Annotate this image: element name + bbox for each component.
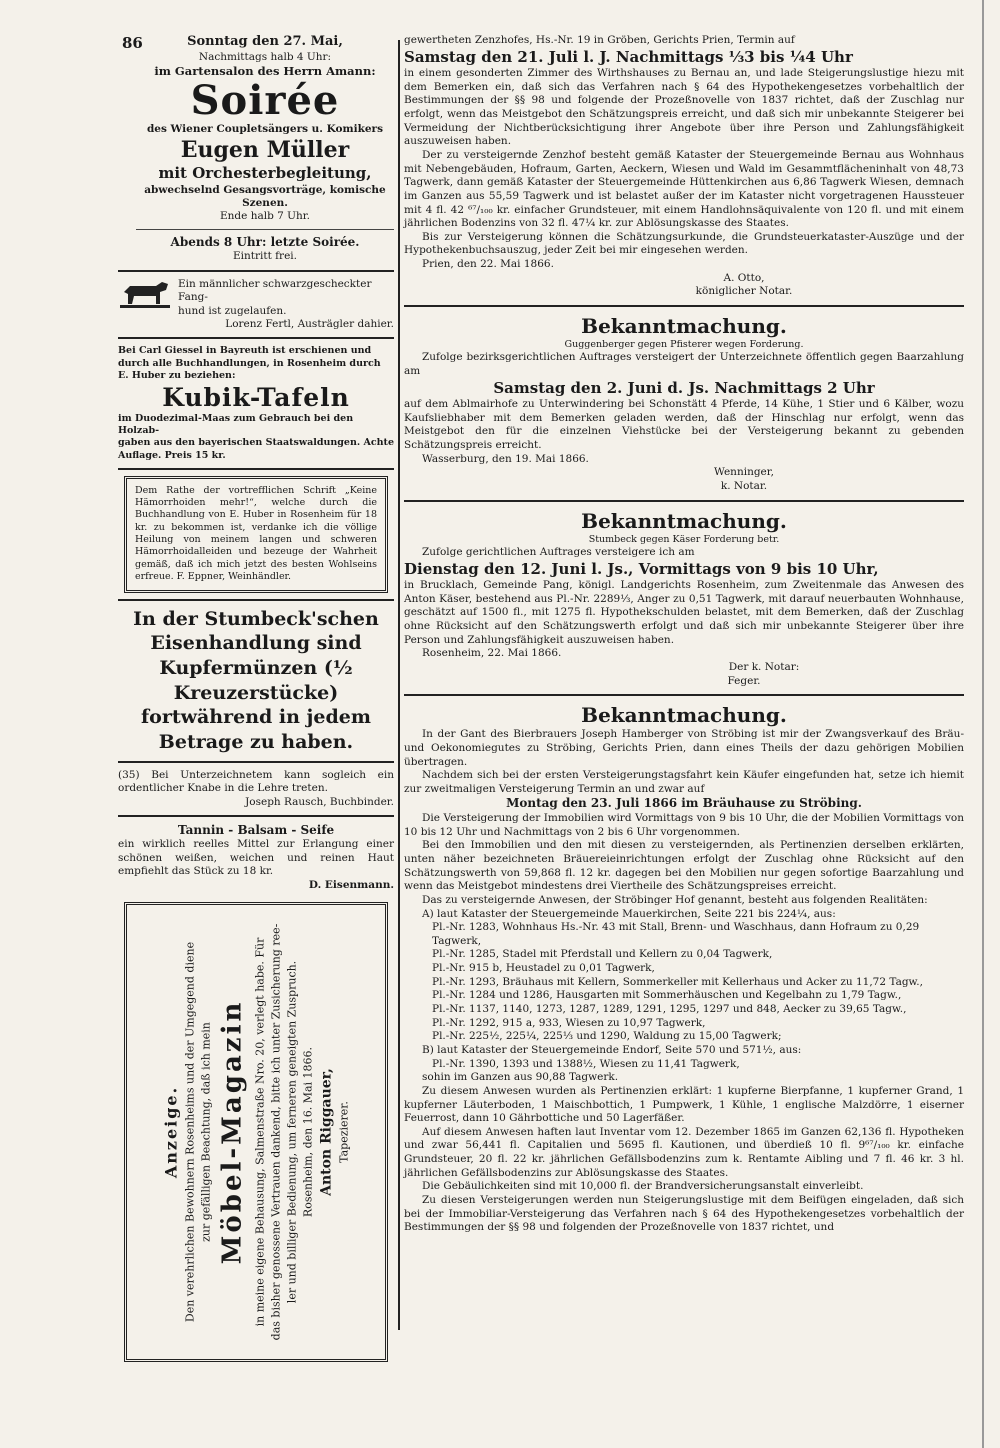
notice-3-list-a: A) laut Kataster der Steuergemeinde Mauerkirchen, Seite 221 bis 224¼, aus: [422,907,836,920]
stumbeck-ad: In der Stumbeck'schen Eisenhandlung sind Kupfermünzen (½ Kreuzerstücke) fortwährend in jedem Betrage zu haben. [133,607,379,753]
notice-stroebing [404,702,964,1235]
soiree-date: Sonntag den 27. Mai, [187,34,343,49]
notice-3-title: Bekanntmachung. [581,703,787,728]
soiree-entry: Eintritt frei. [233,250,297,263]
zenzhof-place: Prien, den 22. Mai 1866. [422,258,554,271]
notice-1-p2: auf dem Ablmairhofe zu Unterwindering bei Schonstätt 4 Pferde, 14 Kühe, 1 Stier und 6 Kälber, wozu Kaufsliebhaber mit dem Bemerken geladen werden, daß der Hinschlag nur erfolgt, wenn das Meistgebot den für die einzelnen Viehstücke bei der Versteigerung bekannt zu gebenden Schätzungspreis erreicht. [404,398,964,452]
column-rule [398,40,400,1330]
zenzhof-role: königlicher Notar. [695,285,793,298]
parcel-item: Pl.-Nr. 1285, Stadel mit Pferdstall und Kellern zu 0,04 Tagwerk, [432,948,773,961]
soiree-end: Ende halb 7 Uhr. [220,210,310,223]
notice-1-p1: Zufolge bezirksgerichtlichen Auftrages versteigert der Unterzeichnete öffentlich gegen Baarzahlung am [404,351,964,378]
notice-2-date: Dienstag den 12. Juni l. Js., Vormittags von 9 bis 10 Uhr, [404,559,879,578]
notice-3-total: sohin im Ganzen aus 90,88 Tagwerk. [422,1071,619,1084]
notice-3-list-b: B) laut Kataster der Steuergemeinde Endorf, Seite 570 und 571½, aus: [422,1043,802,1056]
zenzhof-notice [404,34,964,299]
kubik-desc-3: Auflage. Preis 15 kr. [118,449,226,461]
notice-2-title: Bekanntmachung. [581,508,787,533]
notice-3-parcels [404,921,964,1044]
dog-ad [118,278,394,332]
kubik-desc-2: gaben aus den bayerischen Staatswaldungen. Achte [118,437,394,449]
notice-1-signature: Wenninger, [714,466,774,479]
soiree-place: im Gartensalon des Herrn Amann: [154,64,376,79]
notice-2-place: Rosenheim, 22. Mai 1866. [422,647,562,660]
tannin-title: Tannin - Balsam - Seife [177,822,335,837]
moebel-role: Tapezierer. [337,1101,351,1163]
zenzhof-p3: Der zu versteigernde Zenzhof besteht gemäß Kataster der Steuergemeinde Bernau aus Wohnhaus mit Nebengebäuden, Hofraum, Garten, Aeckern, Wiesen und Wald im Gesammtflächeninhalt von 48,73 Tagwerk, dann gemäß Kataster der Steuergemeinde Hüttenkirchen aus 6,86 Tagwerk Wiesen, demnach im Ganzen aus 55,59 Tagwerk und ist belastet außer der im Kataster nicht vorgetragenen Haussteuer mit 4 fl. 42 ⁶⁷/₁₀₀ kr. einfacher Grundsteuer, mit einem Handlohnsäquivalente von 120 fl. und mit einem jährlichen Bodenzins von 32 fl. 47¼ kr. zur Ablösungskasse des Staates. [404,148,964,230]
moebel-headline: Möbel-Magazin [217,999,248,1265]
zenzhof-date: Samstag den 21. Juli l. J. Nachmittags ⅓3 bis ¼4 Uhr [404,47,853,66]
notice-3-date: Montag den 23. Juli 1866 im Bräuhause zu Ströbing. [506,796,862,811]
soiree-time: Nachmittags halb 4 Uhr: [198,50,332,63]
moebel-line-1: Den verehrlichen Bewohnern Rosenheims und der Umgegend diene [183,941,197,1323]
notice-2-p2: in Brucklach, Gemeinde Pang, königl. Landgerichts Rosenheim, zum Zweitenmale das Anwesen des Anton Käser, bestehend aus Pl.-Nr. 2289⅓, Anger zu 0,51 Tagwerk, mit darauf neuerbauten Wohnhause, geschätzt auf 1500 fl., mit 1275 fl. Hypothekschulden belastet, mit dem Bemerken, daß der Zuschlag ohne Rücksicht auf den Schätzungswerth erfolgt und daß sich mir unbekannte Steigerer über ihre Person und Zahlungsfähigkeit auszuweisen haben. [404,579,964,646]
notice-1-date: Samstag den 2. Juni d. Js. Nachmittags 2 Uhr [493,378,875,397]
notice-2-case: Stumbeck gegen Käser Forderung betr. [588,533,780,545]
dog-illustration [118,278,172,312]
soiree-performer: Eugen Müller [180,137,350,164]
soiree-program: abwechselnd Gesangsvorträge, komische Szenen. [144,183,386,209]
soiree-orchestra: mit Orchesterbegleitung, [158,164,372,183]
left-column [118,34,394,1362]
parcel-item: Pl.-Nr. 1293, Bräuhaus mit Kellern, Sommerkeller mit Kellerhaus und Acker zu 11,72 Tagw., [432,975,923,988]
kubik-intro-2: durch alle Buchhandlungen, in Rosenheim durch [118,357,381,369]
parcel-item: Pl.-Nr. 1390, 1393 und 1388½, Wiesen zu 11,41 Tagwerk, [432,1057,740,1070]
zenzhof-signature: A. Otto, [723,271,765,284]
parcel-item: Pl.-Nr. 915 b, Heustadel zu 0,01 Tagwerk, [432,962,655,975]
soiree-subtitle: des Wiener Coupletsängers u. Komikers [146,122,384,135]
soiree-ad [136,34,394,264]
moebel-line-5: ler und billiger Bedienung, um ferneren geneigten Zuspruch. [285,960,299,1304]
notice-2-signature: Der k. Notar: [728,660,800,673]
notice-2-role: Feger. [727,674,761,687]
tannin-signature: D. Eisenmann. [308,878,394,891]
dog-ad-line1: Ein männlicher schwarzgescheckter Fang- [178,277,372,304]
notice-3-p3: Die Versteigerung der Immobilien wird Vormittags von 9 bis 10 Uhr, die der Mobilien Vormittags von 10 bis 12 Uhr und Nachmittags von 2 bis 6 Uhr vorgenommen. [404,812,964,838]
parcel-item: Pl.-Nr. 1292, 915 a, 933, Wiesen zu 10,97 Tagwerk, [432,1016,706,1029]
notice-3-p6: Zu diesem Anwesen wurden als Pertinenzien erklärt: 1 kupferne Bierpfanne, 1 kupferner Grand, 1 kupferner Läuterboden, 1 Maischbottich, 1 Pumpwerk, 1 Kühle, 1 englische Malzdörre, 1 eiserner Feuerrost, dann 10 Gährbottiche und 50 Lagerfäßer. [404,1084,964,1125]
notice-1-case: Guggenberger gegen Pfisterer wegen Forderung. [564,339,804,351]
right-column [404,34,964,1235]
apprentice-ad [118,769,394,809]
notice-3-p9: Zu diesen Versteigerungen werden nun Steigerungslustige mit dem Beifügen eingeladen, daß sich bei der Immobiliar-Versteigerung das Verfahren nach § 64 des Hypothekengesetzes vorbehaltlich der Bestimmungen der §§ 98 und folgenden der Prozeßnovelle von 1837 richtet, und [404,1193,964,1234]
notice-3-p7: Auf diesem Anwesen haften laut Inventar vom 12. Dezember 1865 im Ganzen 62,136 fl. Hypotheken und zwar 56,441 fl. Capitalien und 5695 fl. Kautionen, und überdieß 10 fl. 9⁶⁷/₁₀₀ kr. einfache Grundsteuer, 20 fl. 22 kr. jährlichen Gefällsbodenzins zum k. Rentamte Aibling und 7 fl. 46 kr. 3 hl. jährlichen Gefällsbodenzins zur Ablösungskasse des Staates. [404,1125,964,1179]
moebel-line-4: das bisher genossene Vertrauen dankend, bitte ich unter Zusicherung ree- [269,923,283,1341]
moebel-signature: Anton Riggauer, [318,1068,335,1196]
kubik-title: Kubik-Tafeln [162,382,350,412]
notice-stumbeck [404,508,964,689]
kubik-intro-1: Bei Carl Giessel in Bayreuth ist erschienen und [118,345,372,357]
notice-3-p1: In der Gant des Bierbrauers Joseph Hamberger von Ströbing ist mir der Zwangsverkauf des Bräu- und Oekonomiegutes zu Ströbing, Gerichts Prien, dann eines Theils der dazu gehörigen Mobilien übertragen. [404,728,964,768]
dog-ad-line2: hund ist zugelaufen. [178,304,287,317]
kubik-ad [118,345,394,461]
notice-1-place: Wasserburg, den 19. Mai 1866. [422,452,589,465]
moebel-date: Rosenheim, den 16. Mai 1866. [301,1047,315,1218]
soiree-evening: Abends 8 Uhr: letzte Soirée. [170,234,360,249]
haemorrhoid-box [124,476,388,593]
parcel-item: Pl.-Nr. 1284 und 1286, Hausgarten mit Sommerhäuschen und Kegelbahn zu 1,79 Tagw., [432,989,902,1002]
tannin-text: ein wirklich reelles Mittel zur Erlangung einer schönen weißen, weichen und reinen Haut empfiehlt das Stück zu 18 kr. [118,838,394,878]
notice-1-role: k. Notar. [720,480,768,492]
notice-3-p4: Bei den Immobilien und den mit diesen zu versteigernden, als Pertinenzien derselben erklärten, unten näher bezeichneten Bräuereieinrichtungen erfolgt der Zuschlag ohne Rücksicht auf den Schätzungswerth von 59,868 fl. 12 kr. dagegen bei den Mobilien nur gegen sofortige Baarzahlung und wenn das Meistgebot mindestens drei Viertheile des Schätzungspreises erreicht. [404,839,964,893]
parcel-item: Pl.-Nr. 225½, 225¼, 225⅓ und 1290, Waldung zu 15,00 Tagwerk; [432,1030,782,1043]
moebel-line-3: in meine eigene Behausung, Salmenstraße Nro. 20, verlegt habe. Für [253,937,267,1327]
notice-guggenberger [404,313,964,494]
parcel-item: Pl.-Nr. 1283, Wohnhaus Hs.-Nr. 43 mit Stall, Brenn- und Waschhaus, dann Hofraum zu 0,29 Tagwerk, [432,921,920,947]
notice-3-p8: Die Gebäulichkeiten sind mit 10,000 fl. der Brandversicherungsanstalt einverleibt. [422,1180,864,1193]
page-number: 86 [122,34,143,52]
notice-1-title: Bekanntmachung. [581,314,787,339]
page-edge [982,0,984,1448]
soiree-title: Soirée [190,76,340,124]
apprentice-text: (35) Bei Unterzeichnetem kann sogleich ein ordentlicher Knabe in die Lehre treten. [118,768,394,795]
zenzhof-p4: Bis zur Versteigerung können die Schätzungsurkunde, die Grundsteuerkataster-Auszüge und der Hypothekenbuchsauszug, jeder Zeit bei mir eingesehen werden. [404,230,964,257]
parcel-item: Pl.-Nr. 1137, 1140, 1273, 1287, 1289, 1291, 1295, 1297 und 848, Aecker zu 39,65 Tagw., [432,1003,907,1016]
moebel-line-2: zur gefälligen Beachtung, daß ich mein [199,1022,213,1242]
moebel-ad-box [124,902,388,1362]
dog-ad-signature: Lorenz Fertl, Austrägler dahier. [225,317,394,330]
moebel-ad [160,912,353,1352]
apprentice-signature: Joseph Rausch, Buchbinder. [245,795,394,808]
zenzhof-p1: gewertheten Zenzhofes, Hs.-Nr. 19 in Gröben, Gerichts Prien, Termin auf [404,34,795,46]
haemorrhoid-text: Dem Rathe der vortrefflichen Schrift „Keine Hämorrhoiden mehr!“, welche durch die Buchhandlung von E. Huber in Rosenheim für 18 kr. zu bekommen ist, verdanke ich die völlige Heilung von meinem langen und schweren Hämorrhoidalleiden und bezeuge der Wahrheit gemäß, daß ich mich jetzt des besten Wohlseins erfreue. F. Eppner, Weinhändler. [135,484,377,583]
notice-3-p2: Nachdem sich bei der ersten Versteigerungstagsfahrt kein Käufer eingefunden hat, setze ich hiemit zur zweitmaligen Versteigerung Termin an und zwar auf [404,769,964,795]
kubik-intro-3: E. Huber zu beziehen: [118,369,236,381]
notice-2-p1: Zufolge gerichtlichen Auftrages versteigere ich am [422,545,695,558]
tannin-ad [118,823,394,892]
zenzhof-p2: in einem gesonderten Zimmer des Wirthshauses zu Bernau an, und lade Steigerungslustige hiezu mit dem Bemerken ein, daß sich das Verfahren nach § 64 des Hypothekengesetzes vorbehaltlich der Bestimmungen der §§ 98 und folgende der Prozeßnovelle von 1837 richtet, daß der Zuschlag nur erfolgt, wenn das Meistgebot den Schätzungspreis erreicht, und daß sich mir unbekannte Steigerer bei Vermeidung der Nichtberücksichtigung ihrer Angebote über ihre Person und Zahlungsfähigkeit auszuweisen haben. [404,67,964,148]
notice-3-p5: Das zu versteigernde Anwesen, der Ströbinger Hof genannt, besteht aus folgenden Realitäten: [422,893,928,906]
kubik-desc-1: im Duodezimal-Maas zum Gebrauch bei den Holzab- [118,413,354,437]
moebel-title: Anzeige. [161,1085,181,1179]
